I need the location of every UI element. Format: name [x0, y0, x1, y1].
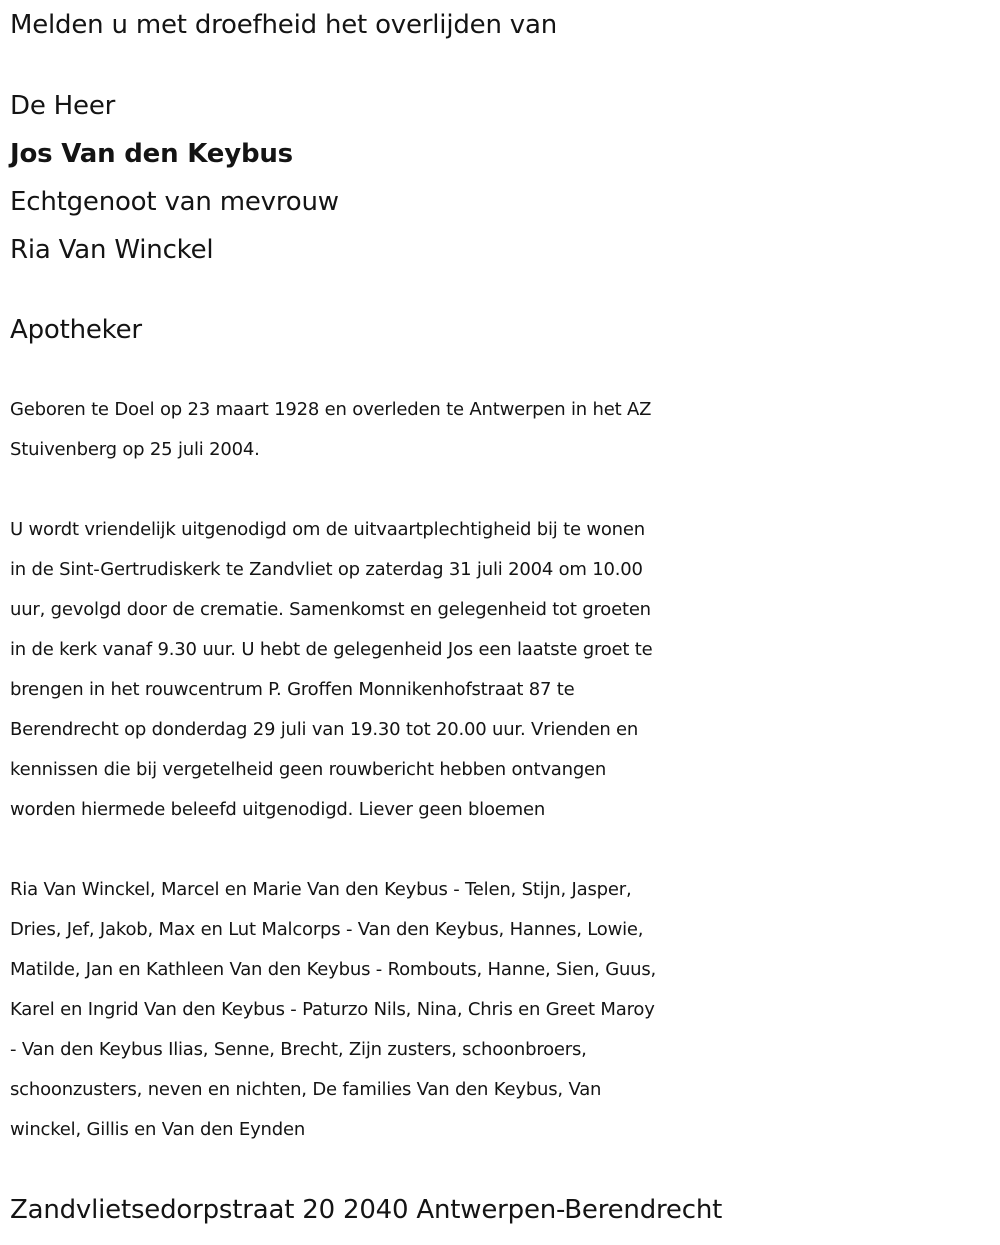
family-line: schoonzusters, neven en nichten, De families Van den Keybus, Van: [10, 1079, 602, 1100]
family-line: Dries, Jef, Jakob, Max en Lut Malcorps - Van den Keybus, Hannes, Lowie,: [10, 919, 644, 940]
deceased-name: Jos Van den Keybus: [10, 139, 293, 169]
intro-text: Melden u met droefheid het overlijden van: [10, 10, 557, 40]
birth-death-line: Geboren te Doel op 23 maart 1928 en overleden te Antwerpen in het AZ: [10, 399, 652, 420]
ceremony-line: U wordt vriendelijk uitgenodigd om de uitvaartplechtigheid bij te wonen: [10, 519, 645, 540]
family-line: Ria Van Winckel, Marcel en Marie Van den Keybus - Telen, Stijn, Jasper,: [10, 879, 632, 900]
ceremony-line: kennissen die bij vergetelheid geen rouwbericht hebben ontvangen: [10, 759, 607, 780]
ceremony-line: uur, gevolgd door de crematie. Samenkomst en gelegenheid tot groeten: [10, 599, 651, 620]
ceremony-line: worden hiermede beleefd uitgenodigd. Liever geen bloemen: [10, 799, 546, 820]
family-paragraph: [10, 870, 995, 1150]
family-line: Matilde, Jan en Kathleen Van den Keybus - Rombouts, Hanne, Sien, Guus,: [10, 959, 657, 980]
ceremony-paragraph: [10, 510, 995, 830]
ceremony-line: in de Sint-Gertrudiskerk te Zandvliet op zaterdag 31 juli 2004 om 10.00: [10, 559, 643, 580]
family-line: - Van den Keybus Ilias, Senne, Brecht, Zijn zusters, schoonbroers,: [10, 1039, 587, 1060]
address: Zandvlietsedorpstraat 20 2040 Antwerpen-Berendrecht: [10, 1195, 723, 1225]
salutation: De Heer: [10, 91, 116, 121]
birth-death-line: Stuivenberg op 25 juli 2004.: [10, 439, 260, 460]
birth-death-paragraph: [10, 390, 995, 470]
spouse-label: Echtgenoot van mevrouw: [10, 187, 339, 217]
ceremony-line: Berendrecht op donderdag 29 juli van 19.30 tot 20.00 uur. Vrienden en: [10, 719, 639, 740]
ceremony-line: in de kerk vanaf 9.30 uur. U hebt de gelegenheid Jos een laatste groet te: [10, 639, 653, 660]
spouse-name: Ria Van Winckel: [10, 235, 214, 265]
family-line: winckel, Gillis en Van den Eynden: [10, 1119, 306, 1140]
profession: Apotheker: [10, 315, 142, 345]
family-line: Karel en Ingrid Van den Keybus - Paturzo Nils, Nina, Chris en Greet Maroy: [10, 999, 655, 1020]
ceremony-line: brengen in het rouwcentrum P. Groffen Monnikenhofstraat 87 te: [10, 679, 575, 700]
